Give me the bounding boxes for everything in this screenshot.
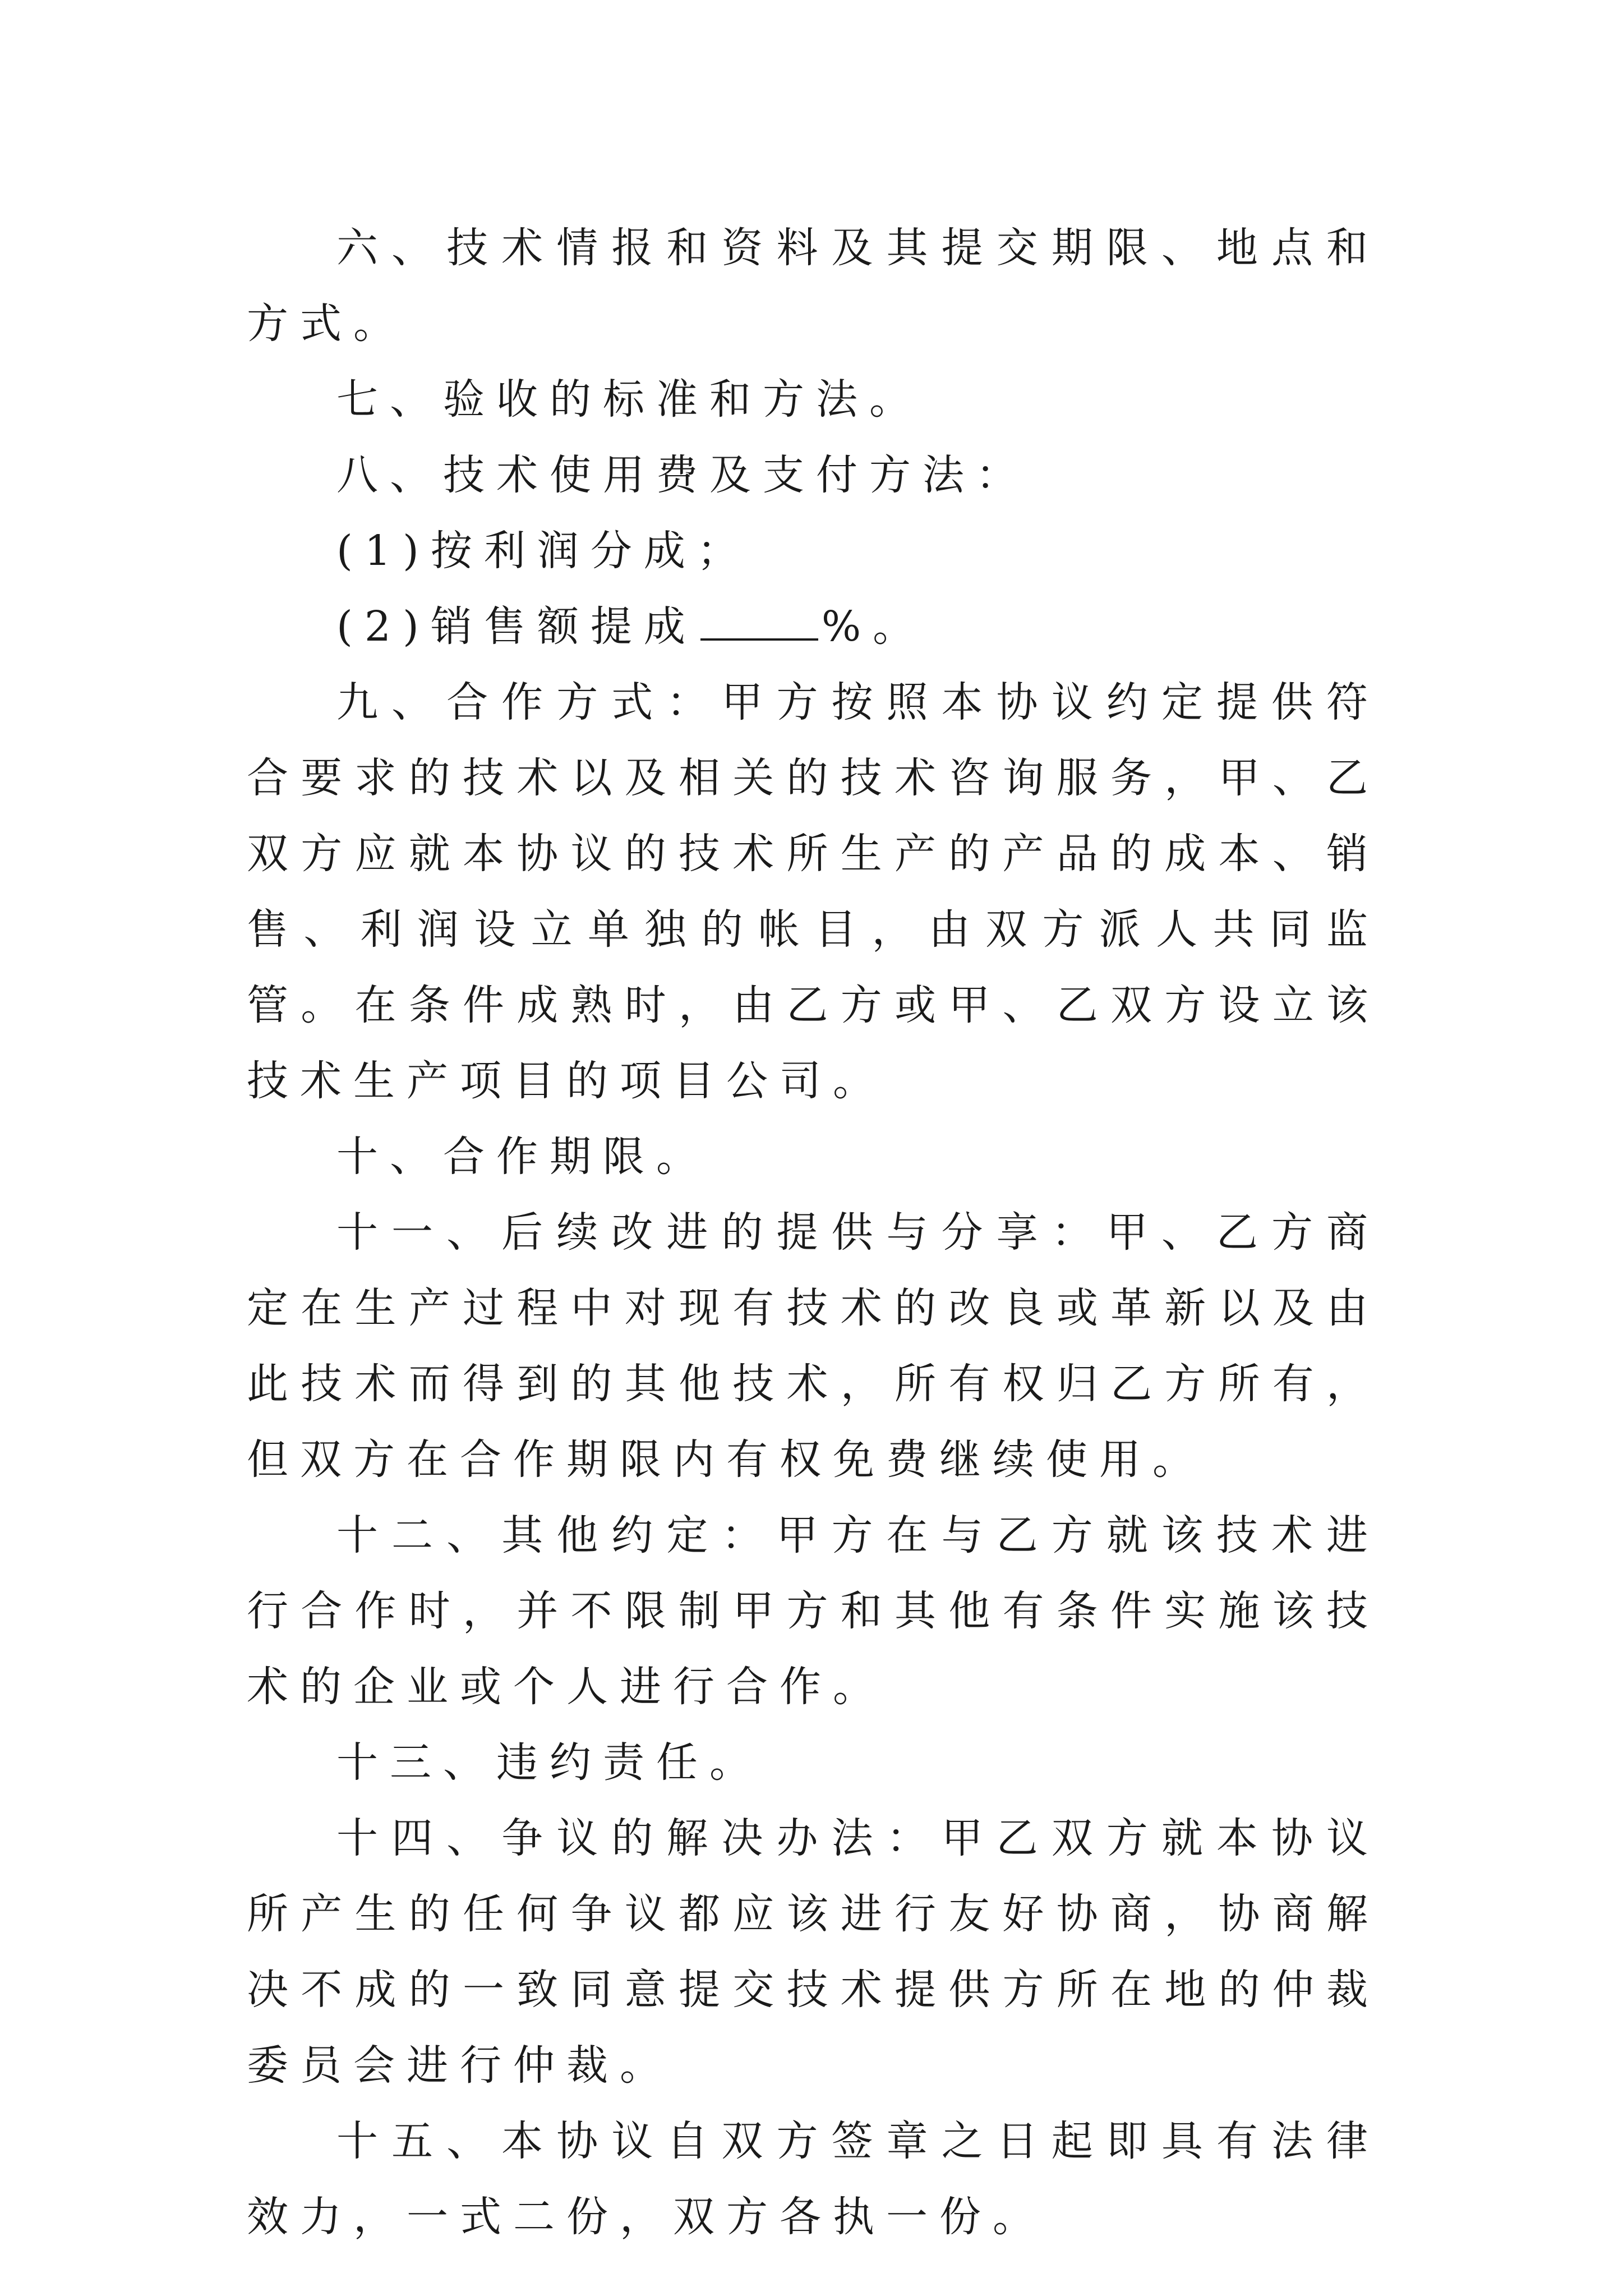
clause-11-improvements: 十一、后续改进的提供与分享：甲、乙方商定在生产过程中对现有技术的改良或革新以及由此技术而得到的其他技术，所有权归乙方所有，但双方在合作期限内有权免费继续使用。: [247, 1208, 1380, 1484]
clause-8-option-2-suffix: %。: [821, 602, 926, 651]
clause-8-option-1: (1)按利润分成；: [336, 527, 750, 575]
clause-6-technical-info: 六、技术情报和资料及其提交期限、地点和方式。: [247, 224, 1380, 348]
clause-9-cooperation: 九、合作方式：甲方按照本协议约定提供符合要求的技术以及相关的技术咨询服务，甲、乙双方应就本协议的技术所生产的产品的成本、销售、利润设立单独的帐目，由双方派人共同监管。在条件成熟时，由乙方或甲、乙双方设立该技术生产项目的项目公司。: [247, 678, 1380, 1105]
document-body: [247, 210, 1380, 2255]
percentage-blank-line: [700, 605, 818, 641]
clause-15-effect: 十五、本协议自双方签章之日起即具有法律效力，一式二份，双方各执一份。: [247, 2117, 1380, 2241]
clause-14-disputes: 十四、争议的解决办法：甲乙双方就本协议所产生的任何争议都应该进行友好协商，协商解决不成的一致同意提交技术提供方所在地的仲裁委员会进行仲裁。: [247, 1814, 1380, 2090]
clause-12-other: 十二、其他约定：甲方在与乙方就该技术进行合作时，并不限制甲方和其他有条件实施该技术的企业或个人进行合作。: [247, 1511, 1380, 1711]
clause-8-option-2: [247, 589, 1380, 665]
clause-8-fees: 八、技术使用费及支付方法：: [336, 451, 1029, 499]
clause-8-option-2-label: (2)销售额提成: [336, 602, 697, 651]
clause-7-acceptance: 七、验收的标准和方法。: [336, 375, 923, 424]
clause-13-liability: 十三、违约责任。: [336, 1738, 763, 1787]
clause-10-term: 十、合作期限。: [336, 1133, 709, 1181]
